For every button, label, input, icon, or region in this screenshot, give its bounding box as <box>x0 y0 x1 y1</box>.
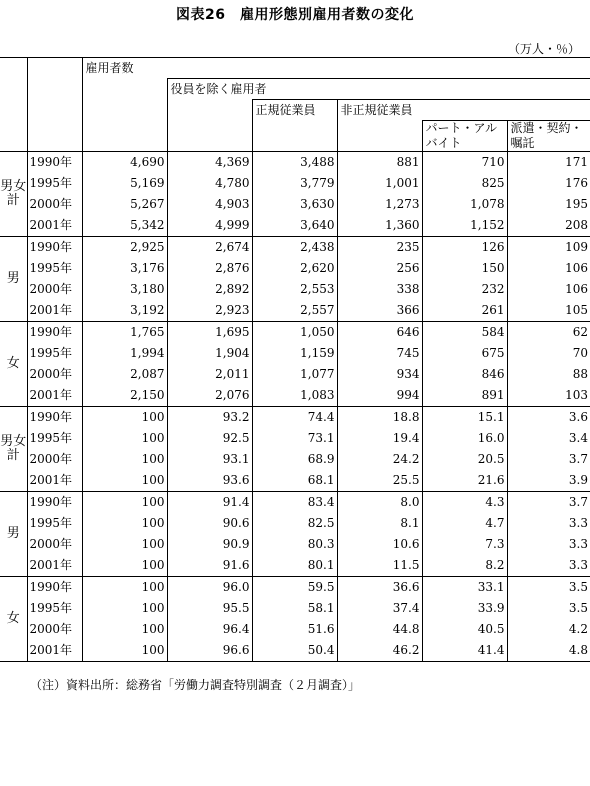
value-cell: 91.6 <box>167 555 252 577</box>
value-cell: 4,903 <box>167 194 252 215</box>
value-cell: 675 <box>422 343 507 364</box>
value-cell: 2,892 <box>167 279 252 300</box>
year-cell: 2000年 <box>27 619 82 640</box>
header-excluding-executives: 役員を除く雇用者 <box>167 79 590 100</box>
value-cell: 8.2 <box>422 555 507 577</box>
value-cell: 100 <box>82 470 167 492</box>
value-cell: 100 <box>82 534 167 555</box>
value-cell: 51.6 <box>252 619 337 640</box>
value-cell: 2,925 <box>82 237 167 259</box>
value-cell: 90.9 <box>167 534 252 555</box>
value-cell: 3,180 <box>82 279 167 300</box>
page-title: 図表26 雇用形態別雇用者数の変化 <box>176 7 414 23</box>
value-cell: 4,780 <box>167 173 252 194</box>
value-cell: 80.3 <box>252 534 337 555</box>
value-cell: 126 <box>422 237 507 259</box>
value-cell: 1,360 <box>337 215 422 237</box>
value-cell: 2,011 <box>167 364 252 385</box>
value-cell: 2,674 <box>167 237 252 259</box>
value-cell: 1,152 <box>422 215 507 237</box>
header-part-time: パート・アルバイト <box>422 121 507 152</box>
value-cell: 3,630 <box>252 194 337 215</box>
corner-cell <box>0 58 27 152</box>
value-cell: 50.4 <box>252 640 337 662</box>
value-cell: 100 <box>82 428 167 449</box>
year-cell: 1990年 <box>27 577 82 599</box>
value-cell: 37.4 <box>337 598 422 619</box>
value-cell: 2,876 <box>167 258 252 279</box>
unit-label: （万人・％） <box>507 42 580 56</box>
value-cell: 3.7 <box>568 452 588 466</box>
value-cell: 68.9 <box>252 449 337 470</box>
value-cell: 5,169 <box>82 173 167 194</box>
value-cell: 176 <box>565 176 588 190</box>
value-cell: 83.4 <box>252 492 337 514</box>
value-cell: 41.4 <box>422 640 507 662</box>
value-cell: 3.9 <box>568 473 588 487</box>
value-cell: 40.5 <box>422 619 507 640</box>
value-cell: 3,640 <box>252 215 337 237</box>
header-blank <box>82 79 167 152</box>
value-cell: 106 <box>565 282 588 296</box>
year-cell: 1990年 <box>27 407 82 429</box>
value-cell: 256 <box>337 258 422 279</box>
value-cell: 1,050 <box>252 322 337 344</box>
value-cell: 2,150 <box>82 385 167 407</box>
group-label: 女 <box>0 577 27 662</box>
corner-cell <box>27 58 82 152</box>
value-cell: 3,192 <box>82 300 167 322</box>
year-cell: 2001年 <box>27 555 82 577</box>
value-cell: 8.0 <box>337 492 422 514</box>
value-cell: 646 <box>337 322 422 344</box>
value-cell: 96.0 <box>167 577 252 599</box>
value-cell: 100 <box>82 449 167 470</box>
value-cell: 100 <box>82 598 167 619</box>
value-cell: 100 <box>82 492 167 514</box>
group-label: 男 <box>0 237 27 322</box>
value-cell: 73.1 <box>252 428 337 449</box>
value-cell: 710 <box>422 152 507 174</box>
source-note: （注）資料出所：総務省「労働力調査特別調査（２月調査）」 <box>30 678 361 692</box>
group-label: 男 <box>0 492 27 577</box>
value-cell: 1,273 <box>337 194 422 215</box>
year-cell: 1990年 <box>27 237 82 259</box>
value-cell: 11.5 <box>337 555 422 577</box>
value-cell: 1,695 <box>167 322 252 344</box>
value-cell: 3,488 <box>252 152 337 174</box>
year-cell: 1990年 <box>27 322 82 344</box>
year-cell: 2001年 <box>27 385 82 407</box>
group-label: 男女計 <box>0 152 27 237</box>
value-cell: 100 <box>82 407 167 429</box>
value-cell: 3.3 <box>568 558 588 572</box>
value-cell: 105 <box>565 303 588 317</box>
value-cell: 1,765 <box>82 322 167 344</box>
header-non-regular: 非正規従業員 <box>337 100 590 121</box>
value-cell: 7.3 <box>422 534 507 555</box>
year-cell: 2000年 <box>27 194 82 215</box>
value-cell: 80.1 <box>252 555 337 577</box>
value-cell: 91.4 <box>167 492 252 514</box>
value-cell: 846 <box>422 364 507 385</box>
value-cell: 96.4 <box>167 619 252 640</box>
value-cell: 100 <box>82 640 167 662</box>
value-cell: 103 <box>565 388 588 402</box>
value-cell: 93.2 <box>167 407 252 429</box>
value-cell: 109 <box>507 237 590 259</box>
value-cell: 366 <box>337 300 422 322</box>
employment-table <box>0 57 590 662</box>
value-cell: 4,369 <box>167 152 252 174</box>
value-cell: 3.5 <box>568 601 588 615</box>
value-cell: 2,557 <box>252 300 337 322</box>
group-label: 女 <box>0 322 27 407</box>
value-cell: 1,078 <box>422 194 507 215</box>
year-cell: 1995年 <box>27 513 82 534</box>
group-label: 男女計 <box>0 407 27 492</box>
value-cell: 5,267 <box>82 194 167 215</box>
value-cell: 70 <box>572 346 588 360</box>
value-cell: 4,690 <box>82 152 167 174</box>
value-cell: 2,087 <box>82 364 167 385</box>
year-cell: 2000年 <box>27 534 82 555</box>
value-cell: 4,999 <box>167 215 252 237</box>
value-cell: 33.9 <box>422 598 507 619</box>
value-cell: 150 <box>422 258 507 279</box>
value-cell: 96.6 <box>167 640 252 662</box>
value-cell: 1,904 <box>167 343 252 364</box>
value-cell: 4.8 <box>507 640 590 662</box>
value-cell: 1,159 <box>252 343 337 364</box>
value-cell: 92.5 <box>167 428 252 449</box>
value-cell: 3,176 <box>82 258 167 279</box>
value-cell: 1,083 <box>252 385 337 407</box>
year-cell: 2001年 <box>27 640 82 662</box>
value-cell: 584 <box>422 322 507 344</box>
value-cell: 2,438 <box>252 237 337 259</box>
year-cell: 1995年 <box>27 173 82 194</box>
value-cell: 2,076 <box>167 385 252 407</box>
value-cell: 4.3 <box>422 492 507 514</box>
value-cell: 33.1 <box>422 577 507 599</box>
value-cell: 235 <box>337 237 422 259</box>
header-employees: 雇用者数 <box>82 58 590 79</box>
value-cell: 44.8 <box>337 619 422 640</box>
value-cell: 100 <box>82 555 167 577</box>
value-cell: 15.1 <box>422 407 507 429</box>
value-cell: 46.2 <box>337 640 422 662</box>
value-cell: 93.6 <box>167 470 252 492</box>
year-cell: 1990年 <box>27 152 82 174</box>
header-blank <box>337 121 422 152</box>
year-cell: 1995年 <box>27 258 82 279</box>
year-cell: 2001年 <box>27 215 82 237</box>
value-cell: 36.6 <box>337 577 422 599</box>
value-cell: 106 <box>565 261 588 275</box>
header-regular: 正規従業員 <box>252 100 337 152</box>
value-cell: 59.5 <box>252 577 337 599</box>
value-cell: 4.7 <box>422 513 507 534</box>
value-cell: 195 <box>565 197 588 211</box>
value-cell: 18.8 <box>337 407 422 429</box>
value-cell: 3.7 <box>507 492 590 514</box>
value-cell: 3.3 <box>568 516 588 530</box>
value-cell: 100 <box>82 577 167 599</box>
value-cell: 16.0 <box>422 428 507 449</box>
value-cell: 21.6 <box>422 470 507 492</box>
year-cell: 2001年 <box>27 470 82 492</box>
value-cell: 171 <box>507 152 590 174</box>
value-cell: 2,620 <box>252 258 337 279</box>
value-cell: 5,342 <box>82 215 167 237</box>
value-cell: 20.5 <box>422 449 507 470</box>
value-cell: 4.2 <box>568 622 588 636</box>
value-cell: 68.1 <box>252 470 337 492</box>
value-cell: 745 <box>337 343 422 364</box>
value-cell: 74.4 <box>252 407 337 429</box>
value-cell: 881 <box>337 152 422 174</box>
year-cell: 2000年 <box>27 449 82 470</box>
year-cell: 2001年 <box>27 300 82 322</box>
value-cell: 1,001 <box>337 173 422 194</box>
value-cell: 88 <box>572 367 588 381</box>
year-cell: 2000年 <box>27 364 82 385</box>
value-cell: 891 <box>422 385 507 407</box>
value-cell: 24.2 <box>337 449 422 470</box>
value-cell: 1,077 <box>252 364 337 385</box>
value-cell: 208 <box>565 218 588 232</box>
value-cell: 3.4 <box>568 431 588 445</box>
year-cell: 2000年 <box>27 279 82 300</box>
header-dispatch: 派遣・契約・嘱託 <box>507 121 590 152</box>
value-cell: 25.5 <box>337 470 422 492</box>
value-cell: 934 <box>337 364 422 385</box>
value-cell: 3.5 <box>507 577 590 599</box>
value-cell: 62 <box>507 322 590 344</box>
value-cell: 100 <box>82 513 167 534</box>
value-cell: 95.5 <box>167 598 252 619</box>
value-cell: 825 <box>422 173 507 194</box>
value-cell: 232 <box>422 279 507 300</box>
year-cell: 1995年 <box>27 598 82 619</box>
value-cell: 261 <box>422 300 507 322</box>
value-cell: 994 <box>337 385 422 407</box>
value-cell: 58.1 <box>252 598 337 619</box>
value-cell: 8.1 <box>337 513 422 534</box>
value-cell: 90.6 <box>167 513 252 534</box>
value-cell: 2,923 <box>167 300 252 322</box>
year-cell: 1995年 <box>27 343 82 364</box>
value-cell: 1,994 <box>82 343 167 364</box>
value-cell: 2,553 <box>252 279 337 300</box>
value-cell: 10.6 <box>337 534 422 555</box>
value-cell: 82.5 <box>252 513 337 534</box>
value-cell: 93.1 <box>167 449 252 470</box>
value-cell: 3.6 <box>507 407 590 429</box>
value-cell: 100 <box>82 619 167 640</box>
year-cell: 1995年 <box>27 428 82 449</box>
value-cell: 338 <box>337 279 422 300</box>
value-cell: 3,779 <box>252 173 337 194</box>
year-cell: 1990年 <box>27 492 82 514</box>
header-blank <box>167 100 252 152</box>
value-cell: 3.3 <box>568 537 588 551</box>
value-cell: 19.4 <box>337 428 422 449</box>
